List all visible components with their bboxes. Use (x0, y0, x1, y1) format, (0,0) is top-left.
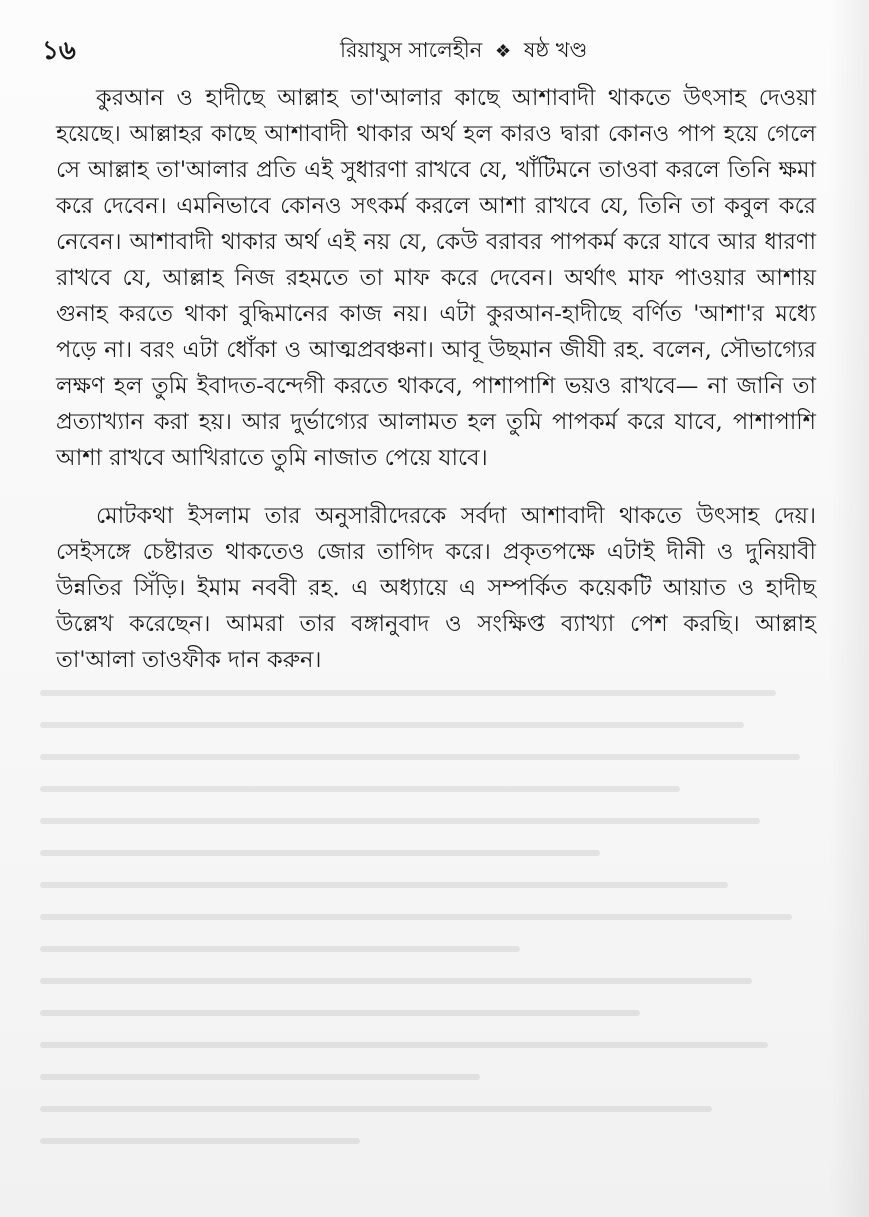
paragraph-1: কুরআন ও হাদীছে আল্লাহ তা'আলার কাছে আশাবাদী থাকতে উৎসাহ দেওয়া হয়েছে। আল্লাহর কাছে আশাবাদী থাকার অর্থ হল কারও দ্বারা কোনও পাপ হয়ে গেলে সে আল্লাহ তা'আলার প্রতি এই সুধারণা রাখবে যে, খাঁটিমনে তাওবা করলে তিনি ক্ষমা করে দেবেন। এমনিভাবে কোনও সৎকর্ম করলে আশা রাখবে যে, তিনি তা কবুল করে নেবেন। আশাবাদী থাকার অর্থ এই নয় যে, কেউ বরাবর পাপকর্ম করে যাবে আর ধারণা রাখবে যে, আল্লাহ নিজ রহমতে তা মাফ করে দেবেন। অর্থাৎ মাফ পাওয়ার আশায় গুনাহ করতে থাকা বুদ্ধিমানের কাজ নয়। এটা কুরআন-হাদীছে বর্ণিত 'আশা'র মধ্যে পড়ে না। বরং এটা ধোঁকা ও আত্মপ্রবঞ্চনা। আবূ উছমান জীযী রহ. বলেন, সৌভাগ্যের লক্ষণ হল তুমি ইবাদত-বন্দেগী করতে থাকবে, পাশাপাশি ভয়ও রাখবে— না জানি তা প্রত্যাখ্যান করা হয়। আর দুর্ভাগ্যের আলামত হল তুমি পাপকর্ম করে যাবে, পাশাপাশি আশা রাখবে আখিরাতে তুমি নাজাত পেয়ে যাবে। (56, 85, 816, 471)
page-number: ১৬ (42, 36, 76, 66)
volume-label: ষষ্ঠ খণ্ড (523, 38, 588, 62)
ornament-separator: ❖ (494, 41, 512, 62)
body-text (56, 80, 816, 678)
reverse-side-show-through (40, 690, 840, 1190)
page-header (40, 26, 830, 66)
book-title: রিয়াযুস সালেহীন (340, 38, 483, 62)
paragraph-2: মোটকথা ইসলাম তার অনুসারীদেরকে সর্বদা আশাবাদী থাকতে উৎসাহ দেয়। সেইসঙ্গে চেষ্টারত থাকতেও জোর তাগিদ করে। প্রকৃতপক্ষে এটাই দীনী ও দুনিয়াবী উন্নতির সিঁড়ি। ইমাম নববী রহ. এ অধ্যায়ে এ সম্পর্কিত কয়েকটি আয়াত ও হাদীছ উল্লেখ করেছেন। আমরা তার বঙ্গানুবাদ ও সংক্ষিপ্ত ব্যাখ্যা পেশ করছি। আল্লাহ তা'আলা তাওফীক দান করুন। (56, 503, 816, 673)
page-edge-shadow (829, 0, 869, 1217)
running-head (340, 34, 587, 69)
